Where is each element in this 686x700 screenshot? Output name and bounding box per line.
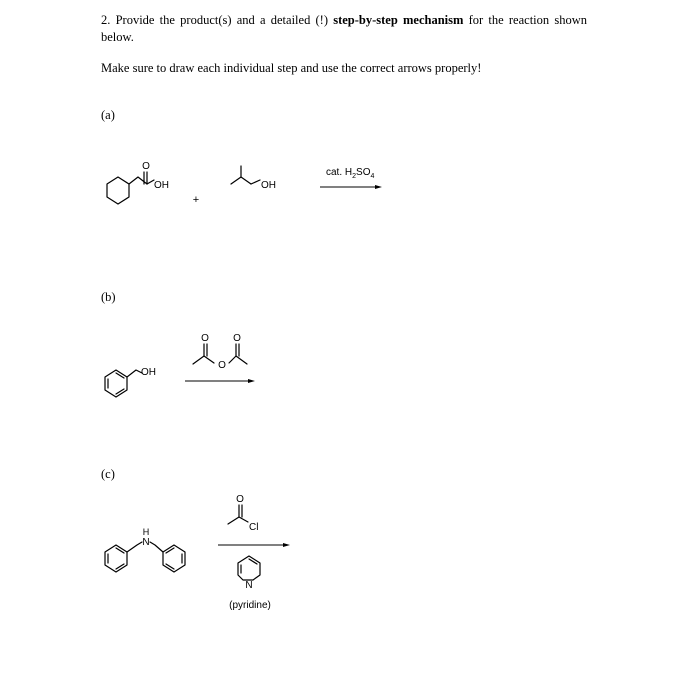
acetyl-chloride — [228, 494, 258, 533]
amine-h-label: H — [142, 527, 150, 537]
question-number: 2. — [101, 13, 111, 27]
acid-c-o-bond — [147, 180, 154, 184]
plus-sign: + — [192, 194, 200, 206]
ch2-o-bond — [251, 180, 260, 184]
part-a-label: (a) — [101, 108, 115, 122]
question-text-before: Provide the product(s) and a detailed (!) — [115, 13, 334, 27]
amine-n-label: N — [142, 537, 150, 548]
dibenzylamine — [105, 527, 185, 572]
part-c-label: (c) — [101, 467, 115, 481]
right-ch2-bonds — [150, 542, 163, 552]
reaction-arrow-a — [320, 167, 382, 189]
acid-oh-label: OH — [154, 180, 169, 191]
cyclohexyl-acetic-acid — [107, 161, 169, 204]
acid-carbonyl-o: O — [142, 161, 150, 172]
pyridine — [229, 556, 271, 611]
arrowhead-c — [283, 543, 290, 547]
anhydride-o-bridge: O — [218, 360, 226, 371]
alcohol-oh-label: OH — [261, 180, 276, 191]
acyl-o-label: O — [236, 494, 244, 505]
acyl-cl-label: Cl — [249, 522, 259, 533]
benzyl-alcohol — [105, 367, 156, 397]
pyridine-label: (pyridine) — [229, 600, 271, 611]
isopropyl-bonds — [231, 177, 251, 184]
arrowhead-a — [375, 185, 382, 189]
instruction-text: Make sure to draw each individual step and use the correct arrows properly! — [101, 61, 482, 75]
phenol-oh-label: OH — [141, 367, 156, 378]
left-ch2-bonds — [127, 542, 142, 552]
reaction-arrow-c — [218, 543, 290, 547]
part-b-label: (b) — [101, 290, 116, 304]
acyl-c-cl-bond — [239, 517, 248, 522]
left-acetyl-bonds — [193, 356, 214, 364]
acetic-anhydride — [193, 333, 247, 371]
cyclohexane-ring — [107, 177, 129, 204]
pyridine-n-label: N — [245, 580, 253, 591]
ch2-oh-bonds — [127, 370, 142, 377]
reagent-label: cat. $H_2SO_4$ — [326, 167, 375, 180]
anhydride-o-right: O — [233, 333, 241, 344]
question-text-after: for the reaction shown below. — [101, 13, 587, 44]
question-bold-phrase: step-by-step mechanism — [333, 13, 464, 27]
anhydride-o-left: O — [201, 333, 209, 344]
right-acetyl-bonds — [229, 356, 247, 364]
isobutanol — [231, 166, 276, 191]
arrowhead-b — [248, 379, 255, 383]
acetyl-methyl-bond — [228, 517, 239, 524]
reaction-arrow-b — [185, 379, 255, 383]
